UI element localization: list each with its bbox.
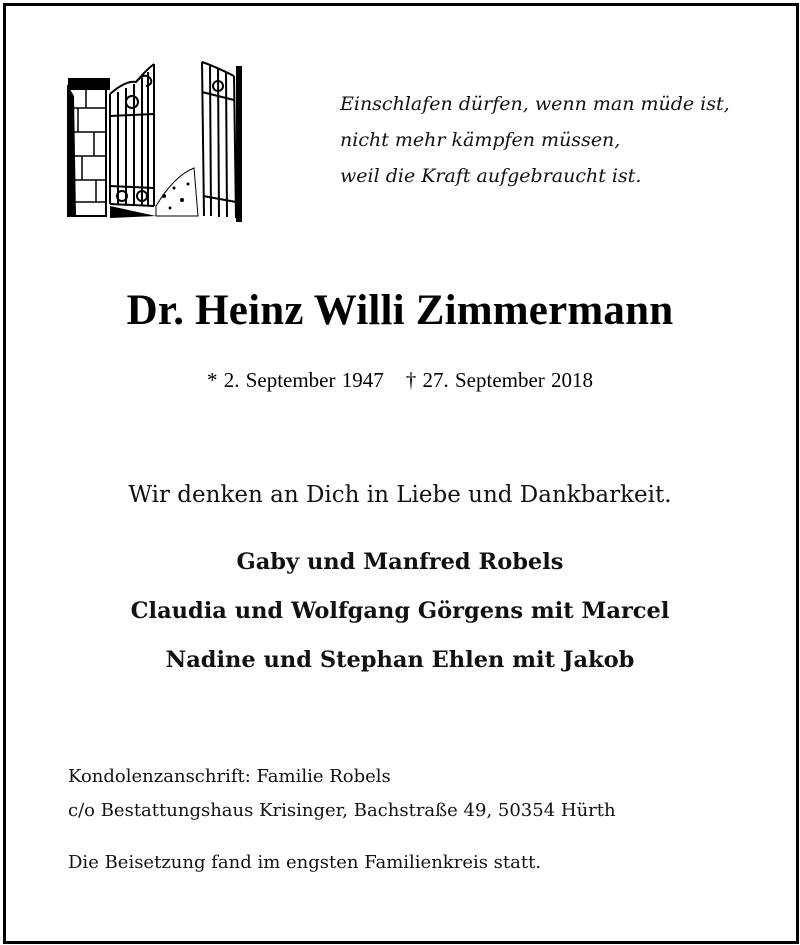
poem-line: nicht mehr kämpfen müssen,: [340, 129, 621, 151]
mourner-line: Gaby und Manfred Robels: [236, 549, 564, 575]
burial-notice: Die Beisetzung fand im engsten Familienkreis statt.: [68, 852, 542, 873]
birth-date: * 2. September 1947: [206, 368, 384, 392]
poem-line: weil die Kraft aufgebraucht ist.: [340, 165, 642, 187]
condolence-address: [68, 760, 768, 828]
deceased-name: Dr. Heinz Willi Zimmermann: [126, 287, 674, 334]
mourner-line: Claudia und Wolfgang Görgens mit Marcel: [130, 598, 670, 624]
poem-line: Einschlafen dürfen, wenn man müde ist,: [340, 93, 730, 115]
mourner-line: Nadine und Stephan Ehlen mit Jakob: [165, 647, 635, 673]
mourners-list: [0, 538, 800, 685]
garden-gate-illustration: [64, 56, 244, 224]
poem: [340, 86, 760, 194]
condolence-address-line: c/o Bestattungshaus Krisinger, Bachstraße 49, 50354 Hürth: [68, 800, 616, 821]
remembrance-text: Wir denken an Dich in Liebe und Dankbarkeit.: [128, 482, 672, 508]
death-date: † 27. September 2018: [405, 368, 594, 392]
condolence-address-line: Kondolenzanschrift: Familie Robels: [68, 766, 391, 787]
life-dates: [0, 368, 800, 393]
